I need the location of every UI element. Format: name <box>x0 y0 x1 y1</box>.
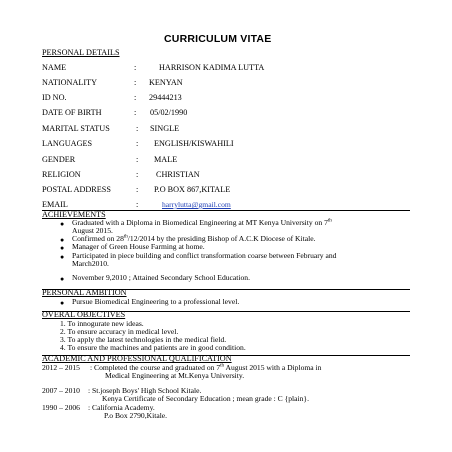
ambition-item: Pursue Biomedical Engineering to a professional level. <box>72 297 240 306</box>
achievement-item: Graduated with a Diploma in Biomedical Engineering at MT Kenya University on 7th <box>72 218 332 227</box>
gender-value: MALE <box>154 155 178 164</box>
achievement-item-continuation: August 2015. <box>72 226 113 235</box>
postal-address-label: POSTAL ADDRESS <box>42 185 111 194</box>
academic-detail-continuation: P.o Box 2790,Kitale. <box>104 411 168 420</box>
bullet-icon: ● <box>60 275 65 283</box>
academic-detail-continuation: Kenya Certificate of Secondary Education ; mean grade : C {plain}. <box>102 394 309 403</box>
colon: : <box>134 93 137 102</box>
religion-value: CHRISTIAN <box>156 170 200 179</box>
achievement-item: Manager of Green House Farming at home. <box>72 242 205 251</box>
dob-value: 05/02/1990 <box>150 108 188 117</box>
gender-label: GENDER <box>42 155 76 164</box>
colon: : <box>136 170 139 179</box>
achievement-item: November 9,2010 ; Attained Secondary School Education. <box>72 273 250 282</box>
objective-item: 2. To ensure accuracy in medical level. <box>60 327 179 336</box>
colon: : <box>134 108 137 117</box>
academic-detail: : Completed the course and graduated on 7th August 2015 with a Diploma in <box>90 363 322 372</box>
achievement-item: Confirmed on 28th/12/2014 by the presiding Bishop of A.C.K Diocese of Kitale. <box>72 234 316 243</box>
colon: : <box>136 124 139 133</box>
colon: : <box>136 185 139 194</box>
nationality-label: NATIONALITY <box>42 78 98 87</box>
id-label: ID NO. <box>42 93 67 102</box>
colon: : <box>134 78 137 87</box>
bullet-icon: ● <box>60 299 65 307</box>
achievement-item: Participated in piece building and conflict transformation coarse between February and <box>72 251 337 260</box>
postal-address-value: P.O BOX 867,KITALE <box>154 185 231 194</box>
marital-status-label: MARITAL STATUS <box>42 124 110 133</box>
academic-years: 2007 – 2010 <box>42 386 80 395</box>
academic-years: 1990 – 2006 <box>42 403 80 412</box>
achievement-item-continuation: March2010. <box>72 259 109 268</box>
overal-objectives-heading: OVERAL OBJECTIVES <box>42 310 126 319</box>
academic-detail: : St.joseph Boys' High School Kitale. <box>88 386 202 395</box>
email-label: EMAIL <box>42 200 68 209</box>
personal-ambition-heading: PERSONAL AMBITION <box>42 288 127 297</box>
languages-label: LANGUAGES <box>42 139 93 148</box>
bullet-icon: ● <box>60 253 65 261</box>
bullet-icon: ● <box>60 236 65 244</box>
colon: : <box>136 200 139 209</box>
email-link[interactable]: harrylutta@gmail.com <box>162 200 231 209</box>
dob-label: DATE OF BIRTH <box>42 108 102 117</box>
bullet-icon: ● <box>60 244 65 252</box>
marital-status-value: SINGLE <box>150 124 180 133</box>
nationality-value: KENYAN <box>149 78 183 87</box>
page-title: CURRICULUM VITAE <box>164 33 272 45</box>
religion-label: RELIGION <box>42 170 81 179</box>
name-label: NAME <box>42 63 67 72</box>
objective-item: 3. To apply the latest technologies in the medical field. <box>60 335 227 344</box>
academic-detail: : California Academy. <box>88 403 155 412</box>
objective-item: 1. To innogurate new ideas. <box>60 319 144 328</box>
academic-years: 2012 – 2015 <box>42 363 80 372</box>
objective-item: 4. To ensure the machines and patients are in good condition. <box>60 343 246 352</box>
academic-qualification-heading: ACADEMIC AND PROFESSIONAL QUALIFICATION <box>42 354 232 363</box>
achievements-heading: ACHIEVEMENTS <box>42 210 106 219</box>
colon: : <box>134 63 137 72</box>
academic-detail-continuation: Medical Engineering at Mt.Kenya University. <box>105 371 245 380</box>
languages-value: ENGLISH/KISWAHILI <box>154 139 234 148</box>
id-value: 29444213 <box>149 93 182 102</box>
bullet-icon: ● <box>60 220 65 228</box>
name-value: HARRISON KADIMA LUTTA <box>159 63 265 72</box>
colon: : <box>136 155 139 164</box>
colon: : <box>136 139 139 148</box>
personal-details-heading: PERSONAL DETAILS <box>42 48 120 57</box>
